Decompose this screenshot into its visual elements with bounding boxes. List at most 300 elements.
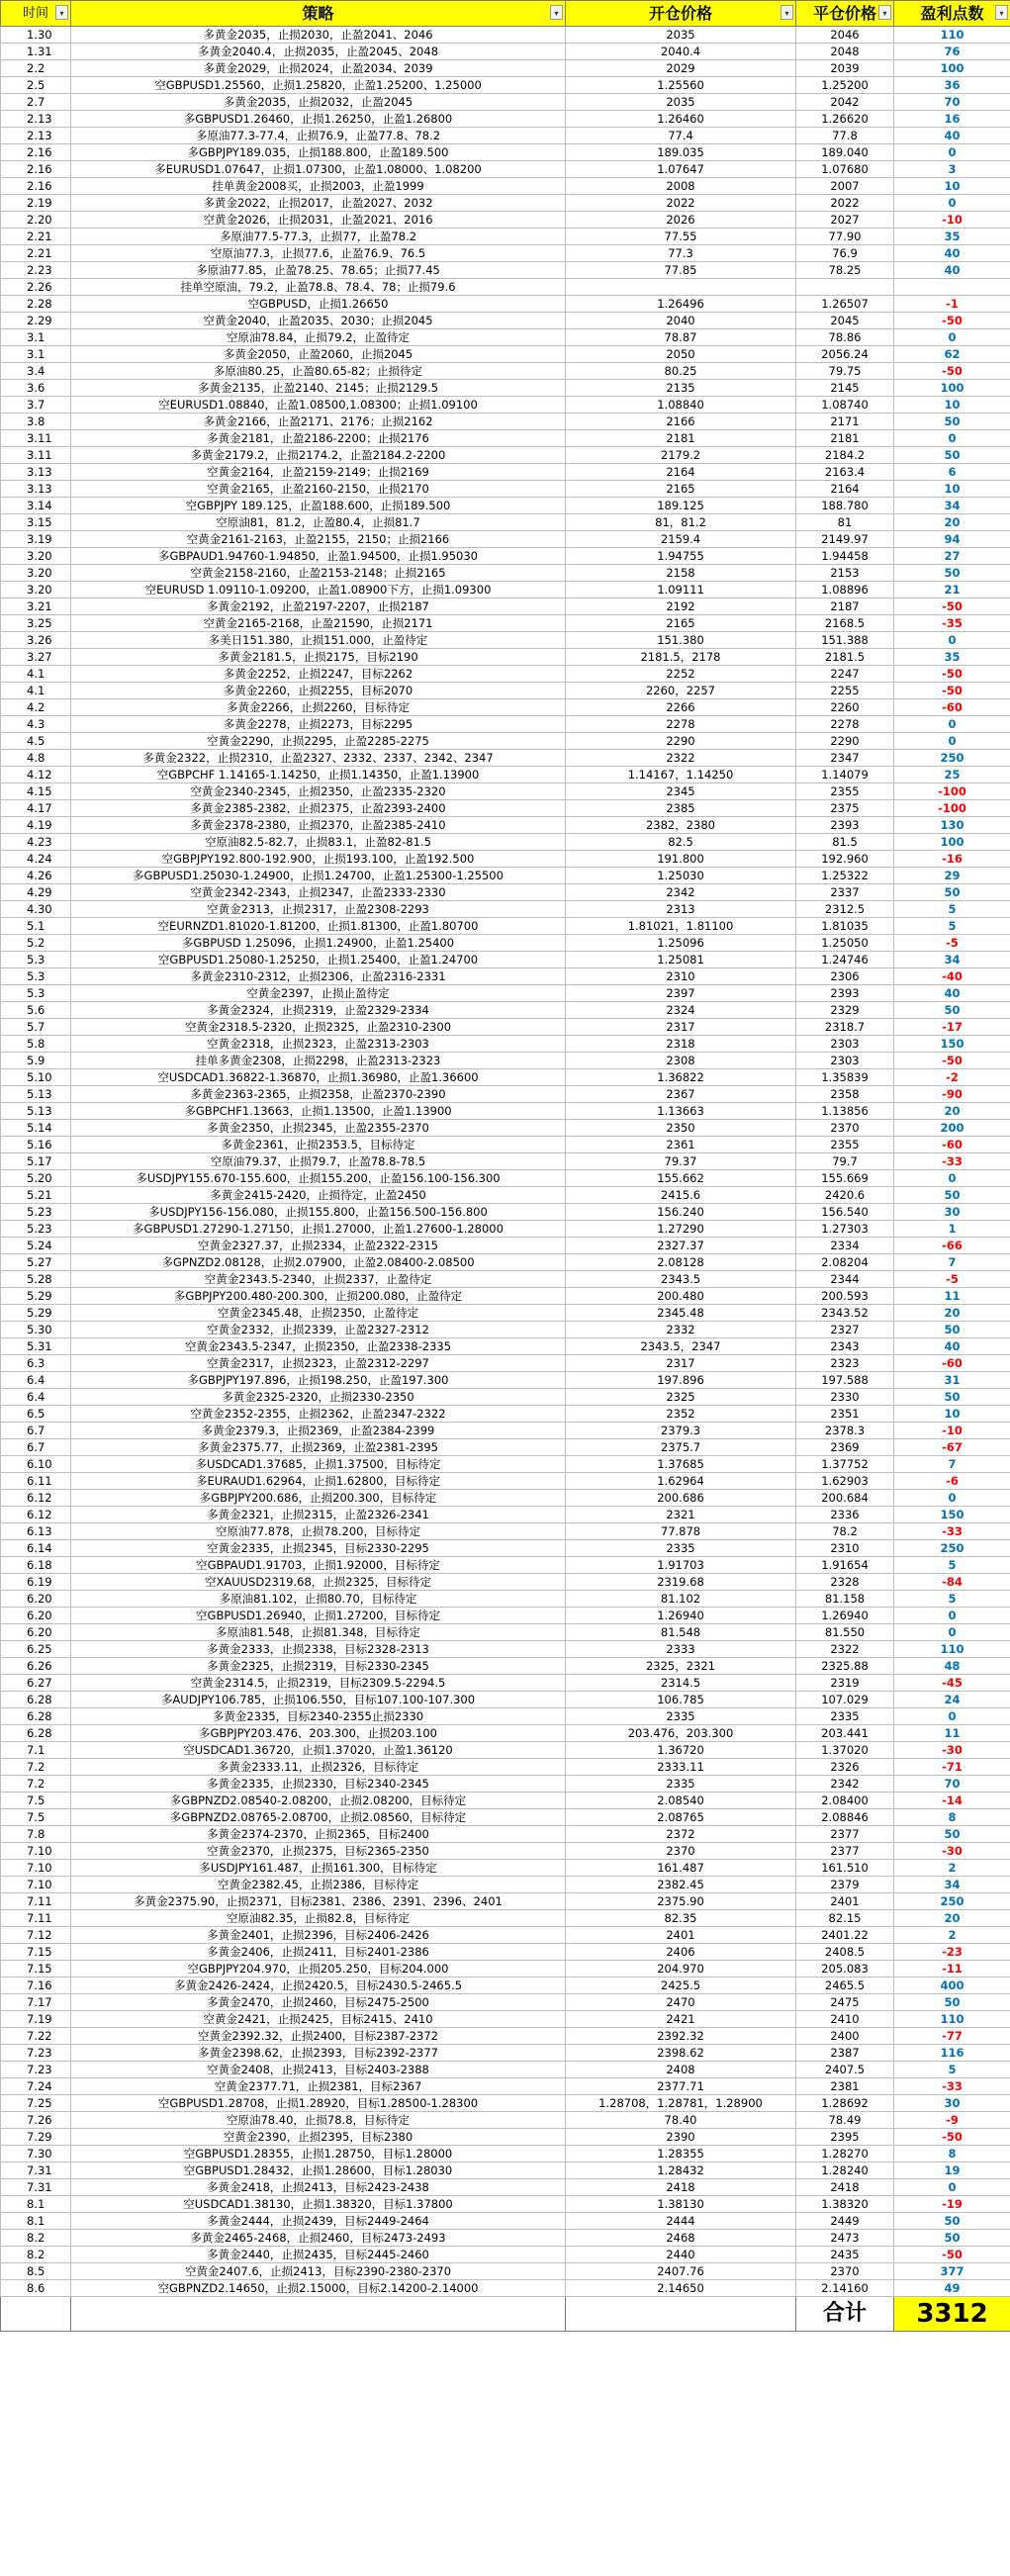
time-cell[interactable]: 6.28 xyxy=(1,1692,71,1708)
pnl-cell[interactable]: 40 xyxy=(894,1338,1010,1355)
open-price-cell[interactable]: 2401 xyxy=(566,1927,796,1944)
pnl-cell[interactable]: 16 xyxy=(894,111,1010,128)
pnl-cell[interactable]: 5 xyxy=(894,1557,1010,1574)
time-cell[interactable]: 6.20 xyxy=(1,1624,71,1641)
open-price-cell[interactable]: 78.40 xyxy=(566,2112,796,2129)
open-price-cell[interactable]: 2.14650 xyxy=(566,2280,796,2297)
strategy-cell[interactable]: 多黄金2181，止盈2186-2200；止损2176 xyxy=(71,430,566,447)
strategy-cell[interactable]: 多黄金2040.4，止损2035，止盈2045、2048 xyxy=(71,44,566,60)
time-cell[interactable]: 7.25 xyxy=(1,2095,71,2112)
time-cell[interactable]: 6.19 xyxy=(1,1574,71,1591)
strategy-cell[interactable]: 空黄金2392.32，止损2400，目标2387-2372 xyxy=(71,2028,566,2045)
strategy-cell[interactable]: 空黄金2342-2343，止损2347，止盈2333-2330 xyxy=(71,884,566,901)
pnl-cell[interactable]: -30 xyxy=(894,1843,1010,1860)
close-price-cell[interactable]: 2418 xyxy=(796,2179,894,2196)
time-cell[interactable]: 3.4 xyxy=(1,363,71,380)
close-price-cell[interactable]: 2344 xyxy=(796,1271,894,1288)
close-price-cell[interactable]: 81.550 xyxy=(796,1624,894,1641)
strategy-cell[interactable]: 多黄金2029，止损2024，止盈2034、2039 xyxy=(71,60,566,77)
time-cell[interactable]: 7.10 xyxy=(1,1860,71,1877)
header-pnl[interactable] xyxy=(894,1,1010,27)
close-price-cell[interactable]: 2337 xyxy=(796,884,894,901)
pnl-cell[interactable]: 0 xyxy=(894,144,1010,161)
strategy-cell[interactable]: 多EURUSD1.07647，止损1.07300，止盈1.08000、1.08200 xyxy=(71,161,566,178)
strategy-cell[interactable]: 多黄金2022，止损2017，止盈2027、2032 xyxy=(71,195,566,212)
pnl-cell[interactable]: 150 xyxy=(894,1036,1010,1053)
strategy-cell[interactable]: 空原油77.3，止损77.6，止盈76.9、76.5 xyxy=(71,245,566,262)
time-cell[interactable]: 3.13 xyxy=(1,464,71,481)
pnl-cell[interactable]: 5 xyxy=(894,918,1010,935)
close-price-cell[interactable]: 1.25200 xyxy=(796,77,894,94)
open-price-cell[interactable]: 2035 xyxy=(566,27,796,44)
time-cell[interactable]: 6.28 xyxy=(1,1708,71,1725)
close-price-cell[interactable]: 81.5 xyxy=(796,834,894,851)
close-price-cell[interactable]: 2393 xyxy=(796,817,894,834)
time-cell[interactable]: 6.5 xyxy=(1,1406,71,1423)
pnl-cell[interactable]: 50 xyxy=(894,2230,1010,2247)
strategy-cell[interactable]: 空黄金2040，止盈2035、2030；止损2045 xyxy=(71,313,566,329)
close-price-cell[interactable]: 2370 xyxy=(796,1120,894,1137)
time-cell[interactable]: 2.16 xyxy=(1,161,71,178)
pnl-cell[interactable]: -14 xyxy=(894,1793,1010,1809)
strategy-cell[interactable]: 多原油80.25，止盈80.65-82；止损待定 xyxy=(71,363,566,380)
open-price-cell[interactable]: 2135 xyxy=(566,380,796,397)
open-price-cell[interactable]: 2310 xyxy=(566,968,796,985)
close-price-cell[interactable]: 2377 xyxy=(796,1843,894,1860)
time-cell[interactable]: 5.23 xyxy=(1,1204,71,1221)
pnl-cell[interactable]: 0 xyxy=(894,1170,1010,1187)
time-cell[interactable]: 5.6 xyxy=(1,1002,71,1019)
open-price-cell[interactable]: 2350 xyxy=(566,1120,796,1137)
pnl-cell[interactable]: 76 xyxy=(894,44,1010,60)
time-cell[interactable]: 8.1 xyxy=(1,2196,71,2213)
pnl-cell[interactable]: 116 xyxy=(894,2045,1010,2062)
close-price-cell[interactable]: 2318.7 xyxy=(796,1019,894,1036)
open-price-cell[interactable]: 1.38130 xyxy=(566,2196,796,2213)
strategy-cell[interactable]: 多黄金2385-2382，止损2375，止盈2393-2400 xyxy=(71,800,566,817)
pnl-cell[interactable]: 21 xyxy=(894,582,1010,598)
close-price-cell[interactable]: 2027 xyxy=(796,212,894,229)
pnl-cell[interactable]: -2 xyxy=(894,1069,1010,1086)
pnl-cell[interactable]: 31 xyxy=(894,1372,1010,1389)
close-price-cell[interactable]: 2247 xyxy=(796,666,894,683)
close-price-cell[interactable]: 2400 xyxy=(796,2028,894,2045)
strategy-cell[interactable]: 空黄金2290，止损2295，止盈2285-2275 xyxy=(71,733,566,750)
open-price-cell[interactable]: 2377.71 xyxy=(566,2078,796,2095)
pnl-cell[interactable]: -11 xyxy=(894,1961,1010,1978)
strategy-cell[interactable]: 挂单黄金2008买，止损2003，止盈1999 xyxy=(71,178,566,195)
strategy-cell[interactable]: 多黄金2333，止损2338，目标2328-2313 xyxy=(71,1641,566,1658)
close-price-cell[interactable]: 107.029 xyxy=(796,1692,894,1708)
total-label[interactable]: 合计 xyxy=(796,2297,894,2332)
time-cell[interactable]: 2.21 xyxy=(1,245,71,262)
open-price-cell[interactable]: 156.240 xyxy=(566,1204,796,1221)
time-cell[interactable]: 2.21 xyxy=(1,229,71,245)
pnl-cell[interactable]: 0 xyxy=(894,2179,1010,2196)
close-price-cell[interactable]: 2355 xyxy=(796,783,894,800)
strategy-cell[interactable]: 空黄金2332，止损2339，止盈2327-2312 xyxy=(71,1322,566,1338)
time-cell[interactable]: 5.16 xyxy=(1,1137,71,1153)
time-cell[interactable]: 2.16 xyxy=(1,178,71,195)
close-price-cell[interactable]: 2401.22 xyxy=(796,1927,894,1944)
close-price-cell[interactable]: 2310 xyxy=(796,1540,894,1557)
pnl-cell[interactable]: -50 xyxy=(894,666,1010,683)
pnl-cell[interactable]: 27 xyxy=(894,548,1010,565)
strategy-cell[interactable]: 空原油78.40，止损78.8，目标待定 xyxy=(71,2112,566,2129)
strategy-cell[interactable]: 空GBPJPY204.970，止损205.250，目标204.000 xyxy=(71,1961,566,1978)
pnl-cell[interactable]: -60 xyxy=(894,699,1010,716)
time-cell[interactable]: 7.17 xyxy=(1,1994,71,2011)
pnl-cell[interactable]: -1 xyxy=(894,296,1010,313)
pnl-cell[interactable]: 0 xyxy=(894,1708,1010,1725)
open-price-cell[interactable]: 2308 xyxy=(566,1053,796,1069)
strategy-cell[interactable]: 多黄金2278，止损2273，目标2295 xyxy=(71,716,566,733)
strategy-cell[interactable]: 多黄金2135，止盈2140、2145；止损2129.5 xyxy=(71,380,566,397)
close-price-cell[interactable]: 197.588 xyxy=(796,1372,894,1389)
close-price-cell[interactable]: 1.26507 xyxy=(796,296,894,313)
open-price-cell[interactable]: 2026 xyxy=(566,212,796,229)
time-cell[interactable]: 4.19 xyxy=(1,817,71,834)
close-price-cell[interactable]: 2334 xyxy=(796,1238,894,1254)
open-price-cell[interactable]: 2375.7 xyxy=(566,1439,796,1456)
close-price-cell[interactable]: 76.9 xyxy=(796,245,894,262)
time-cell[interactable]: 8.6 xyxy=(1,2280,71,2297)
pnl-cell[interactable]: 11 xyxy=(894,1288,1010,1305)
open-price-cell[interactable]: 2343.5，2347 xyxy=(566,1338,796,1355)
open-price-cell[interactable]: 2318 xyxy=(566,1036,796,1053)
pnl-cell[interactable]: -33 xyxy=(894,1523,1010,1540)
strategy-cell[interactable]: 空黄金2352-2355，止损2362，止盈2347-2322 xyxy=(71,1406,566,1423)
pnl-cell[interactable]: -45 xyxy=(894,1675,1010,1692)
open-price-cell[interactable]: 191.800 xyxy=(566,851,796,868)
strategy-cell[interactable]: 多黄金2324，止损2319，止盈2329-2334 xyxy=(71,1002,566,1019)
strategy-cell[interactable]: 空XAUUSD2319.68，止损2325，目标待定 xyxy=(71,1574,566,1591)
pnl-cell[interactable]: -50 xyxy=(894,683,1010,699)
pnl-cell[interactable]: 2 xyxy=(894,1860,1010,1877)
pnl-cell[interactable]: -50 xyxy=(894,1053,1010,1069)
time-cell[interactable]: 3.27 xyxy=(1,649,71,666)
close-price-cell[interactable]: 2393 xyxy=(796,985,894,1002)
pnl-cell[interactable]: 35 xyxy=(894,229,1010,245)
pnl-cell[interactable]: 2 xyxy=(894,1927,1010,1944)
time-cell[interactable]: 4.30 xyxy=(1,901,71,918)
strategy-cell[interactable]: 多USDCAD1.37685，止损1.37500，目标待定 xyxy=(71,1456,566,1473)
pnl-cell[interactable]: 20 xyxy=(894,1305,1010,1322)
strategy-cell[interactable]: 空EURNZD1.81020-1.81200，止损1.81300，止盈1.80700 xyxy=(71,918,566,935)
strategy-cell[interactable]: 空GBPCHF 1.14165-1.14250，止损1.14350，止盈1.13900 xyxy=(71,767,566,783)
strategy-cell[interactable]: 多EURAUD1.62964，止损1.62800，目标待定 xyxy=(71,1473,566,1490)
pnl-cell[interactable]: -5 xyxy=(894,1271,1010,1288)
footer-empty-cell[interactable] xyxy=(71,2297,566,2332)
pnl-cell[interactable]: 10 xyxy=(894,397,1010,414)
time-cell[interactable]: 6.3 xyxy=(1,1355,71,1372)
open-price-cell[interactable]: 78.87 xyxy=(566,329,796,346)
strategy-cell[interactable]: 空原油81，81.2，止盈80.4，止损81.7 xyxy=(71,514,566,531)
close-price-cell[interactable]: 1.25050 xyxy=(796,935,894,952)
strategy-cell[interactable]: 多GBPJPY200.480-200.300，止损200.080，止盈待定 xyxy=(71,1288,566,1305)
pnl-cell[interactable]: 0 xyxy=(894,716,1010,733)
open-price-cell[interactable]: 1.94755 xyxy=(566,548,796,565)
time-cell[interactable]: 4.23 xyxy=(1,834,71,851)
close-price-cell[interactable]: 189.040 xyxy=(796,144,894,161)
time-cell[interactable]: 7.31 xyxy=(1,2162,71,2179)
time-cell[interactable]: 5.24 xyxy=(1,1238,71,1254)
close-price-cell[interactable]: 1.28270 xyxy=(796,2146,894,2162)
close-price-cell[interactable]: 2335 xyxy=(796,1708,894,1725)
pnl-cell[interactable]: 3 xyxy=(894,161,1010,178)
close-price-cell[interactable]: 2369 xyxy=(796,1439,894,1456)
strategy-cell[interactable]: 多原油77.3-77.4，止损76.9，止盈77.8、78.2 xyxy=(71,128,566,144)
open-price-cell[interactable]: 204.970 xyxy=(566,1961,796,1978)
open-price-cell[interactable]: 2444 xyxy=(566,2213,796,2230)
strategy-cell[interactable]: 空EURUSD1.08840，止盈1.08500,1.08300；止损1.09100 xyxy=(71,397,566,414)
pnl-cell[interactable]: 250 xyxy=(894,1893,1010,1910)
strategy-cell[interactable]: 空黄金2343.5-2347，止损2350，止盈2338-2335 xyxy=(71,1338,566,1355)
strategy-cell[interactable]: 多GBPNZD2.08540-2.08200，止损2.08200，目标待定 xyxy=(71,1793,566,1809)
strategy-cell[interactable]: 空原油77.878，止损78.200，目标待定 xyxy=(71,1523,566,1540)
open-price-cell[interactable]: 1.28432 xyxy=(566,2162,796,2179)
time-cell[interactable]: 3.20 xyxy=(1,548,71,565)
strategy-cell[interactable]: 多黄金2375.90，止损2371，目标2381、2386、2391、2396、2401 xyxy=(71,1893,566,1910)
close-price-cell[interactable]: 203.441 xyxy=(796,1725,894,1742)
close-price-cell[interactable]: 2343 xyxy=(796,1338,894,1355)
close-price-cell[interactable]: 2329 xyxy=(796,1002,894,1019)
open-price-cell[interactable]: 81.102 xyxy=(566,1591,796,1608)
open-price-cell[interactable]: 2313 xyxy=(566,901,796,918)
time-cell[interactable]: 5.29 xyxy=(1,1305,71,1322)
open-price-cell[interactable]: 2335 xyxy=(566,1776,796,1793)
open-price-cell[interactable]: 2022 xyxy=(566,195,796,212)
strategy-cell[interactable]: 多GBPUSD1.26460，止损1.26250，止盈1.26800 xyxy=(71,111,566,128)
strategy-cell[interactable]: 空黄金2313，止损2317，止盈2308-2293 xyxy=(71,901,566,918)
strategy-cell[interactable]: 空黄金2165-2168，止盈21590，止损2171 xyxy=(71,615,566,632)
open-price-cell[interactable]: 2040.4 xyxy=(566,44,796,60)
open-price-cell[interactable]: 189.125 xyxy=(566,498,796,514)
time-cell[interactable]: 4.24 xyxy=(1,851,71,868)
close-price-cell[interactable]: 192.960 xyxy=(796,851,894,868)
pnl-cell[interactable]: 24 xyxy=(894,1692,1010,1708)
close-price-cell[interactable]: 2410 xyxy=(796,2011,894,2028)
time-cell[interactable]: 6.28 xyxy=(1,1725,71,1742)
strategy-cell[interactable]: 空GBPUSD1.28708，止损1.28920，目标1.28500-1.28300 xyxy=(71,2095,566,2112)
time-cell[interactable]: 7.15 xyxy=(1,1944,71,1961)
time-cell[interactable]: 6.25 xyxy=(1,1641,71,1658)
time-cell[interactable]: 7.30 xyxy=(1,2146,71,2162)
open-price-cell[interactable]: 2345 xyxy=(566,783,796,800)
close-price-cell[interactable]: 161.510 xyxy=(796,1860,894,1877)
pnl-cell[interactable]: 0 xyxy=(894,1608,1010,1624)
strategy-cell[interactable]: 多GBPJPY203.476、203.300，止损203.100 xyxy=(71,1725,566,1742)
time-cell[interactable]: 4.15 xyxy=(1,783,71,800)
pnl-cell[interactable]: -50 xyxy=(894,2247,1010,2263)
time-cell[interactable]: 7.22 xyxy=(1,2028,71,2045)
strategy-cell[interactable]: 多黄金2470，止损2460，目标2475-2500 xyxy=(71,1994,566,2011)
time-cell[interactable]: 2.13 xyxy=(1,128,71,144)
open-price-cell[interactable]: 2415.6 xyxy=(566,1187,796,1204)
strategy-cell[interactable]: 多黄金2335，目标2340-2355止损2330 xyxy=(71,1708,566,1725)
strategy-cell[interactable]: 空原油82.5-82.7，止损83.1，止盈82-81.5 xyxy=(71,834,566,851)
open-price-cell[interactable]: 2029 xyxy=(566,60,796,77)
close-price-cell[interactable]: 78.86 xyxy=(796,329,894,346)
strategy-cell[interactable]: 空USDCAD1.38130，止损1.38320，目标1.37800 xyxy=(71,2196,566,2213)
open-price-cell[interactable]: 2367 xyxy=(566,1086,796,1103)
close-price-cell[interactable]: 1.26620 xyxy=(796,111,894,128)
open-price-cell[interactable]: 1.37685 xyxy=(566,1456,796,1473)
strategy-cell[interactable]: 空原油82.35，止损82.8，目标待定 xyxy=(71,1910,566,1927)
close-price-cell[interactable]: 155.669 xyxy=(796,1170,894,1187)
time-cell[interactable]: 2.7 xyxy=(1,94,71,111)
close-price-cell[interactable]: 2336 xyxy=(796,1507,894,1523)
time-cell[interactable]: 1.31 xyxy=(1,44,71,60)
strategy-cell[interactable]: 多黄金2335，止损2330，目标2340-2345 xyxy=(71,1776,566,1793)
time-cell[interactable]: 4.3 xyxy=(1,716,71,733)
open-price-cell[interactable]: 2165 xyxy=(566,615,796,632)
time-cell[interactable]: 3.19 xyxy=(1,531,71,548)
strategy-cell[interactable]: 空USDCAD1.36720，止损1.37020，止盈1.36120 xyxy=(71,1742,566,1759)
open-price-cell[interactable]: 2470 xyxy=(566,1994,796,2011)
pnl-cell[interactable]: 34 xyxy=(894,1877,1010,1893)
time-cell[interactable]: 2.29 xyxy=(1,313,71,329)
pnl-cell[interactable]: 0 xyxy=(894,1624,1010,1641)
open-price-cell[interactable]: 1.26460 xyxy=(566,111,796,128)
time-cell[interactable]: 7.23 xyxy=(1,2062,71,2078)
time-cell[interactable]: 7.24 xyxy=(1,2078,71,2095)
close-price-cell[interactable]: 1.07680 xyxy=(796,161,894,178)
time-cell[interactable]: 8.1 xyxy=(1,2213,71,2230)
strategy-cell[interactable]: 空GBPUSD，止损1.26650 xyxy=(71,296,566,313)
close-price-cell[interactable]: 1.24746 xyxy=(796,952,894,968)
strategy-cell[interactable]: 空黄金2397，止损止盈待定 xyxy=(71,985,566,1002)
time-cell[interactable]: 3.8 xyxy=(1,414,71,430)
open-price-cell[interactable]: 2317 xyxy=(566,1019,796,1036)
strategy-cell[interactable]: 空GBPUSD1.26940，止损1.27200，目标待定 xyxy=(71,1608,566,1624)
close-price-cell[interactable]: 1.91654 xyxy=(796,1557,894,1574)
close-price-cell[interactable]: 2351 xyxy=(796,1406,894,1423)
close-price-cell[interactable]: 2420.6 xyxy=(796,1187,894,1204)
close-price-cell[interactable]: 1.38320 xyxy=(796,2196,894,2213)
filter-dropdown-icon[interactable]: ▾ xyxy=(780,5,793,20)
time-cell[interactable]: 3.14 xyxy=(1,498,71,514)
close-price-cell[interactable]: 205.083 xyxy=(796,1961,894,1978)
close-price-cell[interactable]: 2149.97 xyxy=(796,531,894,548)
filter-dropdown-icon[interactable]: ▾ xyxy=(878,5,891,20)
strategy-cell[interactable]: 多黄金2266，止损2260，目标待定 xyxy=(71,699,566,716)
open-price-cell[interactable]: 1.62964 xyxy=(566,1473,796,1490)
time-cell[interactable]: 7.31 xyxy=(1,2179,71,2196)
pnl-cell[interactable]: 0 xyxy=(894,329,1010,346)
open-price-cell[interactable]: 2166 xyxy=(566,414,796,430)
open-price-cell[interactable]: 1.26940 xyxy=(566,1608,796,1624)
pnl-cell[interactable]: 7 xyxy=(894,1254,1010,1271)
open-price-cell[interactable]: 2468 xyxy=(566,2230,796,2247)
close-price-cell[interactable]: 1.37020 xyxy=(796,1742,894,1759)
strategy-cell[interactable]: 多黄金2426-2424，止损2420.5，目标2430.5-2465.5 xyxy=(71,1978,566,1994)
open-price-cell[interactable]: 1.27290 xyxy=(566,1221,796,1238)
strategy-cell[interactable]: 多黄金2179.2，止损2174.2，止盈2184.2-2200 xyxy=(71,447,566,464)
close-price-cell[interactable]: 82.15 xyxy=(796,1910,894,1927)
pnl-cell[interactable]: 0 xyxy=(894,195,1010,212)
strategy-cell[interactable]: 空黄金2335，止损2345，目标2330-2295 xyxy=(71,1540,566,1557)
time-cell[interactable]: 6.7 xyxy=(1,1423,71,1439)
time-cell[interactable]: 4.1 xyxy=(1,666,71,683)
time-cell[interactable]: 5.28 xyxy=(1,1271,71,1288)
strategy-cell[interactable]: 空黄金2343.5-2340，止损2337，止盈待定 xyxy=(71,1271,566,1288)
pnl-cell[interactable]: 100 xyxy=(894,60,1010,77)
strategy-cell[interactable]: 空GBPUSD1.25560，止损1.25820，止盈1.25200、1.25000 xyxy=(71,77,566,94)
open-price-cell[interactable]: 77.85 xyxy=(566,262,796,279)
close-price-cell[interactable]: 1.08896 xyxy=(796,582,894,598)
close-price-cell[interactable]: 2475 xyxy=(796,1994,894,2011)
close-price-cell[interactable]: 188.780 xyxy=(796,498,894,514)
strategy-cell[interactable]: 多黄金2401，止损2396，目标2406-2426 xyxy=(71,1927,566,1944)
close-price-cell[interactable]: 2387 xyxy=(796,2045,894,2062)
close-price-cell[interactable]: 156.540 xyxy=(796,1204,894,1221)
pnl-cell[interactable]: 5 xyxy=(894,2062,1010,2078)
pnl-cell[interactable]: 50 xyxy=(894,1826,1010,1843)
pnl-cell[interactable]: -50 xyxy=(894,313,1010,329)
strategy-cell[interactable]: 多黄金2310-2312，止损2306，止盈2316-2331 xyxy=(71,968,566,985)
open-price-cell[interactable]: 2327.37 xyxy=(566,1238,796,1254)
strategy-cell[interactable]: 多黄金2379.3，止损2369，止盈2384-2399 xyxy=(71,1423,566,1439)
open-price-cell[interactable]: 1.07647 xyxy=(566,161,796,178)
strategy-cell[interactable]: 空黄金2158-2160，止盈2153-2148；止损2165 xyxy=(71,565,566,582)
time-cell[interactable]: 4.26 xyxy=(1,868,71,884)
close-price-cell[interactable]: 1.14079 xyxy=(796,767,894,783)
close-price-cell[interactable]: 81.158 xyxy=(796,1591,894,1608)
pnl-cell[interactable]: 200 xyxy=(894,1120,1010,1137)
strategy-cell[interactable]: 空GBPJPY192.800-192.900，止损193.100，止盈192.500 xyxy=(71,851,566,868)
open-price-cell[interactable]: 2345.48 xyxy=(566,1305,796,1322)
pnl-cell[interactable]: 10 xyxy=(894,481,1010,498)
strategy-cell[interactable]: 多USDJPY155.670-155.600，止损155.200，止盈156.100-156.300 xyxy=(71,1170,566,1187)
strategy-cell[interactable]: 多黄金2333.11，止损2326，目标待定 xyxy=(71,1759,566,1776)
strategy-cell[interactable]: 空黄金2318.5-2320，止损2325，止盈2310-2300 xyxy=(71,1019,566,1036)
strategy-cell[interactable]: 多黄金2406，止损2411，目标2401-2386 xyxy=(71,1944,566,1961)
open-price-cell[interactable]: 2325 xyxy=(566,1389,796,1406)
close-price-cell[interactable]: 2007 xyxy=(796,178,894,195)
pnl-cell[interactable]: 150 xyxy=(894,1507,1010,1523)
strategy-cell[interactable]: 多黄金2035，止损2032，止盈2045 xyxy=(71,94,566,111)
pnl-cell[interactable]: -10 xyxy=(894,1423,1010,1439)
strategy-cell[interactable]: 多黄金2166，止盈2171、2176；止损2162 xyxy=(71,414,566,430)
strategy-cell[interactable]: 多黄金2322，止损2310，止盈2327、2332、2337、2342、2347 xyxy=(71,750,566,767)
pnl-cell[interactable]: -30 xyxy=(894,1742,1010,1759)
time-cell[interactable]: 7.10 xyxy=(1,1843,71,1860)
pnl-cell[interactable]: 34 xyxy=(894,952,1010,968)
close-price-cell[interactable]: 1.35839 xyxy=(796,1069,894,1086)
open-price-cell[interactable]: 2332 xyxy=(566,1322,796,1338)
open-price-cell[interactable]: 79.37 xyxy=(566,1153,796,1170)
time-cell[interactable]: 8.2 xyxy=(1,2247,71,2263)
time-cell[interactable]: 5.29 xyxy=(1,1288,71,1305)
strategy-cell[interactable]: 多GBPJPY189.035，止损188.800，止盈189.500 xyxy=(71,144,566,161)
time-cell[interactable]: 5.3 xyxy=(1,968,71,985)
open-price-cell[interactable]: 81.548 xyxy=(566,1624,796,1641)
open-price-cell[interactable]: 2324 xyxy=(566,1002,796,1019)
pnl-cell[interactable]: 0 xyxy=(894,632,1010,649)
header-open-price[interactable] xyxy=(566,1,796,27)
open-price-cell[interactable]: 2.08765 xyxy=(566,1809,796,1826)
pnl-cell[interactable]: -40 xyxy=(894,968,1010,985)
strategy-cell[interactable]: 空GBPAUD1.91703，止损1.92000，目标待定 xyxy=(71,1557,566,1574)
close-price-cell[interactable]: 1.08740 xyxy=(796,397,894,414)
strategy-cell[interactable]: 空黄金2318，止损2323，止盈2313-2303 xyxy=(71,1036,566,1053)
open-price-cell[interactable]: 2050 xyxy=(566,346,796,363)
strategy-cell[interactable]: 多黄金2375.77，止损2369，止盈2381-2395 xyxy=(71,1439,566,1456)
pnl-cell[interactable]: -67 xyxy=(894,1439,1010,1456)
close-price-cell[interactable]: 2181 xyxy=(796,430,894,447)
open-price-cell[interactable]: 2382，2380 xyxy=(566,817,796,834)
